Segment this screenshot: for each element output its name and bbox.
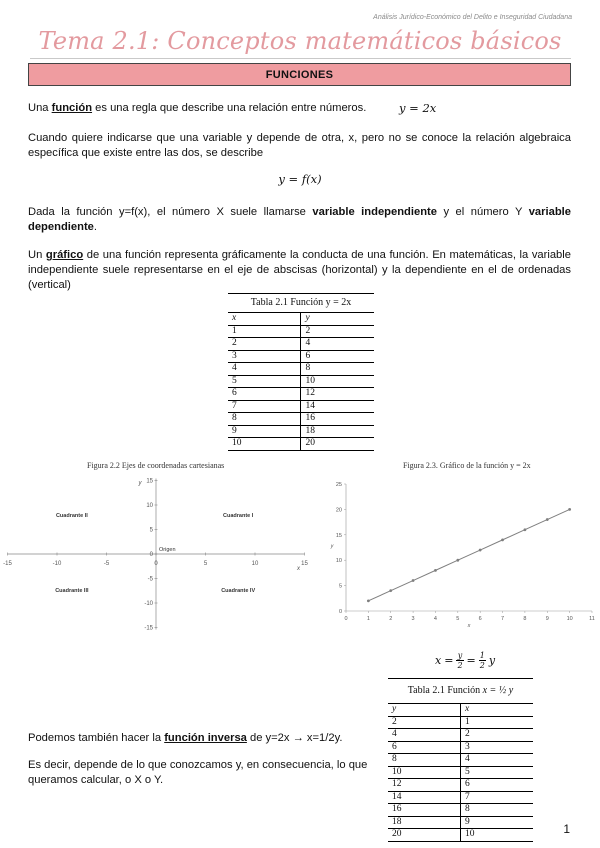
table2-cell: 4: [461, 754, 534, 767]
inverse-lhs: x: [435, 654, 442, 667]
p4-post: de una función representa gráficamente la conducta de una función. En matemáticas, la variable independiente suele representarse en el eje de abscisas (horizontal) y la dependiente en el de ordenadas (vertical): [28, 249, 571, 291]
paragraph-variables: [28, 205, 571, 235]
table1-cell: 7: [228, 400, 301, 413]
data-point: [434, 569, 437, 572]
x-tick-label: -5: [103, 561, 110, 567]
frac1-num: y: [457, 651, 463, 660]
quadrant-4-label: Cuadrante IV: [221, 588, 256, 595]
y-tick-label: -5: [147, 576, 153, 583]
x-axis-label: x: [467, 623, 471, 629]
table-row: [228, 350, 374, 363]
table1-cell: 4: [301, 338, 374, 351]
table2-cell: 10: [388, 766, 461, 779]
function-line-chart: [322, 478, 597, 636]
table2-cell: 3: [461, 741, 534, 754]
data-point: [501, 538, 504, 541]
table2-cell: 9: [461, 816, 534, 829]
page-title: Tema 2.1: Conceptos matemáticos básicos: [38, 27, 562, 55]
table1-cell: 6: [301, 350, 374, 363]
table-row: [388, 829, 533, 842]
term-independent: variable independiente: [312, 206, 437, 218]
table-row: [388, 791, 533, 804]
table-row: [388, 766, 533, 779]
y-tick-label: 15: [335, 532, 342, 539]
table1-cell: 2: [301, 325, 374, 338]
p3-pre: Dada la función y=f(x), el número X suele llamarse: [28, 206, 313, 218]
table2-cell: 8: [461, 804, 534, 817]
table-row: [228, 375, 374, 388]
y-axis-label: y: [138, 480, 142, 487]
data-point: [456, 559, 459, 562]
table-row: [388, 779, 533, 792]
figure2-caption: Figura 2.3. Gráfico de la función y = 2x: [403, 461, 531, 470]
origin-label: Origen: [159, 547, 176, 553]
table-row: [388, 754, 533, 767]
table2-cell: 10: [461, 829, 534, 842]
table1-cell: 12: [301, 388, 374, 401]
paragraph-dependence: Cuando quiere indicarse que una variable y depende de otra, x, pero no se conoce la relación algebraica específica que existe entre las dos, se describe: [28, 132, 571, 159]
term-grafico: gráfico: [45, 249, 84, 261]
table2-cell: 5: [461, 766, 534, 779]
table2-cell: 18: [388, 816, 461, 829]
x-tick-label: 1: [366, 616, 370, 622]
table-row: [228, 438, 374, 451]
y-tick-label: 10: [146, 503, 153, 509]
x-tick-label: 5: [456, 616, 460, 622]
data-point: [367, 599, 370, 602]
table2-cell: 7: [461, 791, 534, 804]
paragraph-graph: [28, 248, 571, 293]
y-tick-label: -15: [144, 625, 153, 632]
table1-cell: 1: [228, 325, 301, 338]
table1-cell: 6: [228, 388, 301, 401]
series-line: [368, 509, 569, 600]
table-row: [388, 741, 533, 754]
table1-cell: 5: [228, 375, 301, 388]
table2-caption-text: Tabla 2.1 Función: [407, 685, 481, 697]
fraction-y-2: [456, 651, 463, 670]
x-tick-label: 8: [523, 616, 527, 622]
y-tick-label: 20: [335, 507, 342, 514]
table-row: [388, 804, 533, 817]
table1-cell: 20: [301, 438, 374, 451]
table1-cell: 16: [301, 413, 374, 426]
paragraph-inverse: [28, 731, 368, 746]
table1-cell: 8: [301, 363, 374, 376]
inverse-var: y: [488, 654, 496, 667]
x-tick-label: 3: [411, 616, 415, 622]
p4-pre: Un: [28, 249, 46, 261]
table-row: [228, 413, 374, 426]
table1-cell: 10: [228, 438, 301, 451]
frac2-den: 2: [479, 661, 485, 670]
x-tick-label: 5: [203, 561, 208, 567]
table-row: [228, 388, 374, 401]
table2-cell: 4: [388, 729, 461, 742]
header-note: Análisis Jurídico-Económico del Delito e Inseguridad Ciudadana: [373, 14, 572, 21]
table2-cell: 1: [461, 716, 534, 729]
table1-cell: 18: [301, 425, 374, 438]
table1-caption: Tabla 2.1 Función y = 2x: [228, 294, 374, 313]
y-tick-label: 15: [146, 478, 153, 485]
x-tick-label: -15: [3, 561, 12, 567]
table1-cell: 10: [301, 375, 374, 388]
table2-cell: 20: [388, 829, 461, 842]
frac1-den: 2: [457, 661, 463, 670]
table1-cell: 4: [228, 363, 301, 376]
y-axis-label: y: [330, 543, 334, 550]
quadrant-3-label: Cuadrante III: [55, 588, 89, 595]
table2-cell: 14: [388, 791, 461, 804]
table2-cell: 2: [388, 716, 461, 729]
table-row: [228, 425, 374, 438]
data-point: [412, 579, 415, 582]
table1-cell: 9: [228, 425, 301, 438]
x-tick-label: -10: [52, 561, 62, 567]
term-funcion-inversa: función inversa: [164, 732, 247, 744]
p5-post: de y=2x → x=1/2y.: [246, 732, 343, 744]
term-funcion: función: [51, 102, 93, 114]
equals-sign-2: =: [466, 654, 476, 667]
equals-sign: =: [444, 654, 454, 667]
table-row: [228, 363, 374, 376]
x-tick-label: 0: [344, 616, 348, 622]
y-tick-label: 0: [338, 609, 342, 615]
paragraph-conclusion: Es decir, depende de lo que conozcamos y, en consecuencia, lo que queramos calcular, o X o Y.: [28, 759, 368, 786]
table-row: [228, 338, 374, 351]
table2-cell: 6: [388, 741, 461, 754]
data-point: [546, 518, 549, 521]
fraction-1-2: [479, 651, 486, 670]
table2-header-y: y: [388, 704, 461, 717]
table2-header-x: x: [461, 704, 534, 717]
section-heading: FUNCIONES: [28, 63, 571, 86]
x-tick-label: 6: [478, 616, 482, 622]
table-row: [388, 716, 533, 729]
paragraph-definition: [28, 101, 571, 116]
table1-cell: 2: [228, 338, 301, 351]
table-row: [388, 729, 533, 742]
title-divider: [30, 58, 571, 59]
x-axis-label: x: [297, 566, 300, 572]
table2-cell: 12: [388, 779, 461, 792]
table1-header-x: x: [228, 313, 301, 326]
table2-cell: 2: [461, 729, 534, 742]
x-tick-label: 10: [566, 616, 573, 622]
x-tick-label: 11: [589, 616, 595, 622]
frac2-num: 1: [479, 651, 485, 660]
formula-y-2x: y = 2x: [399, 101, 437, 115]
y-tick-label: 0: [149, 552, 153, 558]
table1-cell: 8: [228, 413, 301, 426]
x-tick-label: 15: [301, 561, 308, 567]
p3-post: .: [93, 221, 97, 233]
table2-cell: 6: [461, 779, 534, 792]
table1-cell: 14: [301, 400, 374, 413]
p3-mid: y el número Y: [437, 206, 529, 218]
cartesian-axes-figure: [3, 478, 318, 636]
data-point: [389, 589, 392, 592]
data-point: [479, 549, 482, 552]
quadrant-1-label: Cuadrante I: [223, 512, 254, 519]
y-tick-label: 5: [338, 583, 342, 590]
table-row: [228, 325, 374, 338]
x-tick-label: 7: [501, 616, 505, 622]
figure1-caption: Figura 2.2 Ejes de coordenadas cartesianas: [87, 461, 225, 470]
p1-post: es una regla que describe una relación entre números.: [92, 102, 367, 114]
x-tick-label: 4: [433, 616, 437, 622]
y-tick-label: 5: [149, 527, 153, 534]
table-function-1: [228, 293, 374, 451]
y-tick-label: -10: [144, 601, 153, 607]
p5-pre: Podemos también hacer la: [28, 732, 165, 744]
table2-cell: 16: [388, 804, 461, 817]
table-row: [388, 816, 533, 829]
y-tick-label: 10: [335, 558, 342, 565]
data-point: [568, 508, 571, 511]
table1-header-y: y: [301, 313, 374, 326]
data-point: [524, 528, 527, 531]
page-number: 1: [563, 822, 570, 836]
table2-caption: [388, 679, 533, 704]
table2-cell: 8: [388, 754, 461, 767]
quadrant-2-label: Cuadrante II: [55, 512, 88, 519]
table1-cell: 3: [228, 350, 301, 363]
x-tick-label: 2: [389, 616, 393, 622]
x-tick-label: 9: [545, 616, 549, 622]
table-row: [228, 400, 374, 413]
term-dependent: variable dependiente: [28, 206, 571, 233]
p1-pre: Una: [28, 102, 52, 114]
y-tick-label: 25: [335, 482, 342, 488]
formula-y-fx: y = f(x): [278, 172, 322, 186]
x-tick-label: 0: [154, 561, 158, 567]
x-tick-label: 10: [251, 561, 259, 567]
table-function-inverse: [388, 678, 533, 842]
table2-caption-formula: x = ½ y: [482, 685, 514, 697]
inverse-formula: [435, 651, 495, 670]
